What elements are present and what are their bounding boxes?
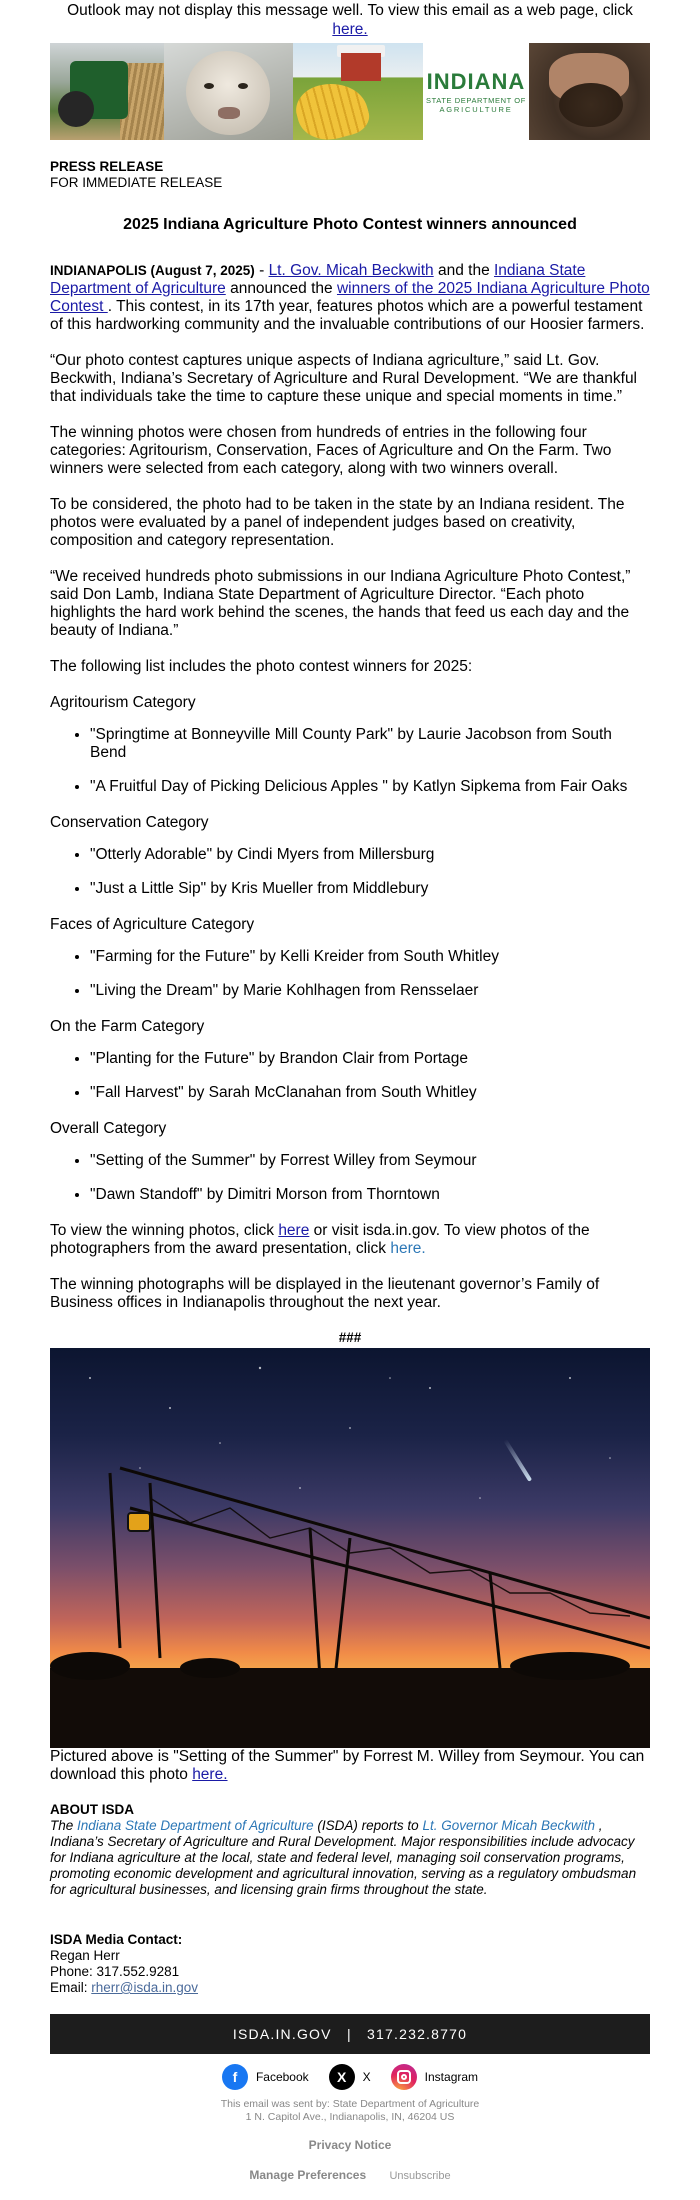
list-item: • "Dawn Standoff" by Dimitri Morson from Thorntown bbox=[90, 1186, 650, 1204]
banner-corn-barn-image bbox=[293, 43, 423, 140]
winner-list bbox=[50, 846, 650, 898]
instagram-label: Instagram bbox=[424, 2070, 479, 2084]
immediate-release-label: FOR IMMEDIATE RELEASE bbox=[50, 175, 223, 190]
page-title: 2025 Indiana Agriculture Photo Contest winners announced bbox=[123, 216, 577, 233]
about-lt-gov-link[interactable]: Lt. Governor Micah Beckwith bbox=[422, 1818, 596, 1833]
winner-list bbox=[50, 1152, 650, 1204]
header-banner bbox=[50, 43, 650, 140]
facebook-link[interactable] bbox=[222, 2064, 309, 2090]
privacy-notice-link[interactable]: Privacy Notice bbox=[308, 2138, 392, 2152]
category-heading: On the Farm Category bbox=[50, 1018, 205, 1035]
isda-logo bbox=[423, 43, 529, 140]
category-heading: Overall Category bbox=[50, 1120, 167, 1137]
lead-text-2: announced the bbox=[225, 280, 337, 297]
list-item: • "Setting of the Summer" by Forrest Willey from Seymour bbox=[90, 1152, 650, 1170]
quote-paragraph-1: “Our photo contest captures unique aspects of Indiana agriculture,” said Lt. Gov. Beckwith, Indiana’s Secretary of Agriculture and Rural Development. “We are thankful that individuals take the time to capture these unique and special moments in time.” bbox=[50, 352, 638, 405]
category-heading: Conservation Category bbox=[50, 814, 209, 831]
about-text-2: (ISDA) reports to bbox=[313, 1818, 423, 1833]
web-view-link[interactable]: here. bbox=[332, 21, 368, 38]
logo-subtitle-2: AGRICULTURE bbox=[439, 105, 513, 114]
x-link[interactable] bbox=[329, 2064, 371, 2090]
lead-text-1: and the bbox=[433, 262, 494, 279]
quote-paragraph-2: “We received hundreds photo submissions in our Indiana Agriculture Photo Contest,” said Don Lamb, Indiana State Department of Agriculture Director. “Each photo highlights the hard work behind the scenes, the hands that feed us each day and the beauty of Indiana.” bbox=[50, 568, 631, 639]
contact-email-label: Email: bbox=[50, 1980, 92, 1995]
winner-list bbox=[50, 948, 650, 1000]
list-item: • "Living the Dream" by Marie Kohlhagen from Rensselaer bbox=[90, 982, 650, 1000]
contact-email-row bbox=[50, 1980, 650, 1996]
isda-link[interactable]: Indiana State Department of Agriculture bbox=[50, 262, 586, 297]
about-isda-link[interactable]: Indiana State Department of Agriculture bbox=[77, 1818, 314, 1833]
winner-list bbox=[50, 1050, 650, 1102]
photo-caption bbox=[50, 1748, 650, 1784]
unsubscribe-link[interactable]: Unsubscribe bbox=[389, 2170, 451, 2182]
email-container bbox=[50, 0, 650, 2182]
winners-intro: The following list includes the photo contest winners for 2025: bbox=[50, 658, 473, 675]
list-item: • "Fall Harvest" by Sarah McClanahan from South Whitley bbox=[90, 1084, 650, 1102]
footer-bar: ISDA.IN.GOV | 317.232.8770 bbox=[50, 2014, 650, 2054]
contact-phone: Phone: 317.552.9281 bbox=[50, 1964, 180, 1979]
press-release-label: PRESS RELEASE bbox=[50, 159, 164, 174]
banner-sheep-image bbox=[164, 43, 293, 140]
category-conservation bbox=[50, 814, 650, 898]
dateline: INDIANAPOLIS (August 7, 2025) bbox=[50, 263, 255, 278]
list-item: • "Just a Little Sip" by Kris Mueller from Middlebury bbox=[90, 880, 650, 898]
winner-list bbox=[50, 726, 650, 796]
list-item: • "Otterly Adorable" by Cindi Myers from Millersburg bbox=[90, 846, 650, 864]
view-text-2: or visit isda.in.gov. To view photos of the photographers from the award presentation, click bbox=[50, 1222, 590, 1257]
about-text-3: , Indiana’s Secretary of Agriculture and Rural Development. Major responsibilities include advocacy for Indiana agriculture at the local, state and federal level, managing soil conservation programs, promoting economic development and agricultural innovation, serving as a regulatory ombudsman for agricultural businesses, and licensing grain firms throughout the state. bbox=[50, 1818, 637, 1897]
x-icon: X bbox=[329, 2064, 355, 2090]
category-overall bbox=[50, 1120, 650, 1204]
category-faces bbox=[50, 916, 650, 1000]
about-paragraph bbox=[50, 1818, 650, 1898]
category-agritourism bbox=[50, 694, 650, 796]
instagram-link[interactable] bbox=[391, 2064, 478, 2090]
manage-preferences-link[interactable]: Manage Preferences bbox=[249, 2168, 367, 2182]
logo-subtitle-1: STATE DEPARTMENT OF bbox=[426, 96, 526, 105]
social-links bbox=[50, 2060, 650, 2094]
lt-gov-link[interactable]: Lt. Gov. Micah Beckwith bbox=[268, 262, 434, 279]
winning-photos-link[interactable]: here bbox=[278, 1222, 310, 1239]
logo-word: INDIANA bbox=[426, 69, 526, 94]
dateline-dash: - bbox=[254, 262, 269, 279]
category-heading: Faces of Agriculture Category bbox=[50, 916, 255, 933]
about-text-1: The bbox=[50, 1818, 78, 1833]
list-item: • "Planting for the Future" by Brandon Clair from Portage bbox=[90, 1050, 650, 1068]
end-marker: ### bbox=[338, 1330, 362, 1345]
caption-text: Pictured above is "Setting of the Summer" by Forrest M. Willey from Seymour. You can download this photo bbox=[50, 1748, 645, 1783]
instagram-icon bbox=[391, 2064, 417, 2090]
media-contact-heading: ISDA Media Contact: bbox=[50, 1932, 183, 1947]
facebook-icon: f bbox=[222, 2064, 248, 2090]
banner-tractor-image bbox=[50, 43, 164, 140]
eligibility-paragraph: To be considered, the photo had to be taken in the state by an Indiana resident. The photos were evaluated by a panel of independent judges based on creativity, composition and category representation. bbox=[50, 496, 625, 549]
about-heading: ABOUT ISDA bbox=[50, 1802, 134, 1817]
lead-text-3: . This contest, in its 17th year, features photos which are a powerful testament of this hardworking community and the invaluable contributions of our Hoosier farmers. bbox=[50, 298, 645, 333]
sender-line-1: This email was sent by: State Department of Agriculture bbox=[220, 2098, 480, 2110]
preheader bbox=[50, 0, 650, 39]
preheader-text: Outlook may not display this message well. To view this email as a web page, click bbox=[67, 2, 633, 19]
winners-link[interactable]: winners of the 2025 Indiana Agriculture Photo Contest bbox=[50, 280, 650, 315]
view-photos-paragraph bbox=[50, 1222, 650, 1258]
contact-email-link[interactable]: rherr@isda.in.gov bbox=[91, 1980, 199, 1995]
x-label: X bbox=[362, 2070, 371, 2084]
view-text-1: To view the winning photos, click bbox=[50, 1222, 279, 1239]
subscription-links bbox=[50, 2168, 650, 2182]
download-photo-link[interactable]: here. bbox=[192, 1766, 228, 1783]
category-heading: Agritourism Category bbox=[50, 694, 196, 711]
sender-address: 1 N. Capitol Ave., Indianapolis, IN, 46204 US bbox=[245, 2111, 455, 2123]
display-paragraph: The winning photographs will be displayed in the lieutenant governor’s Family of Business offices in Indianapolis throughout the next year. bbox=[50, 1276, 600, 1311]
award-photos-link[interactable]: here. bbox=[390, 1240, 426, 1257]
list-item: • "Farming for the Future" by Kelli Kreider from South Whitley bbox=[90, 948, 650, 966]
irrigation-pivot-silhouette bbox=[50, 1348, 650, 1748]
banner-soil-image bbox=[529, 43, 650, 140]
list-item: • "Springtime at Bonneyville Mill County Park" by Laurie Jacobson from South Bend bbox=[90, 726, 650, 762]
contact-name: Regan Herr bbox=[50, 1948, 120, 1963]
categories-paragraph: The winning photos were chosen from hundreds of entries in the following four categories: Agritourism, Conservation, Faces of Agriculture and On the Farm. Two winners were selected from each category, along with two winners overall. bbox=[50, 424, 612, 477]
winning-photo bbox=[50, 1348, 650, 1748]
lead-paragraph bbox=[50, 262, 650, 334]
list-item: • "A Fruitful Day of Picking Delicious Apples " by Katlyn Sipkema from Fair Oaks bbox=[90, 778, 650, 796]
category-on-the-farm bbox=[50, 1018, 650, 1102]
facebook-label: Facebook bbox=[255, 2070, 309, 2084]
